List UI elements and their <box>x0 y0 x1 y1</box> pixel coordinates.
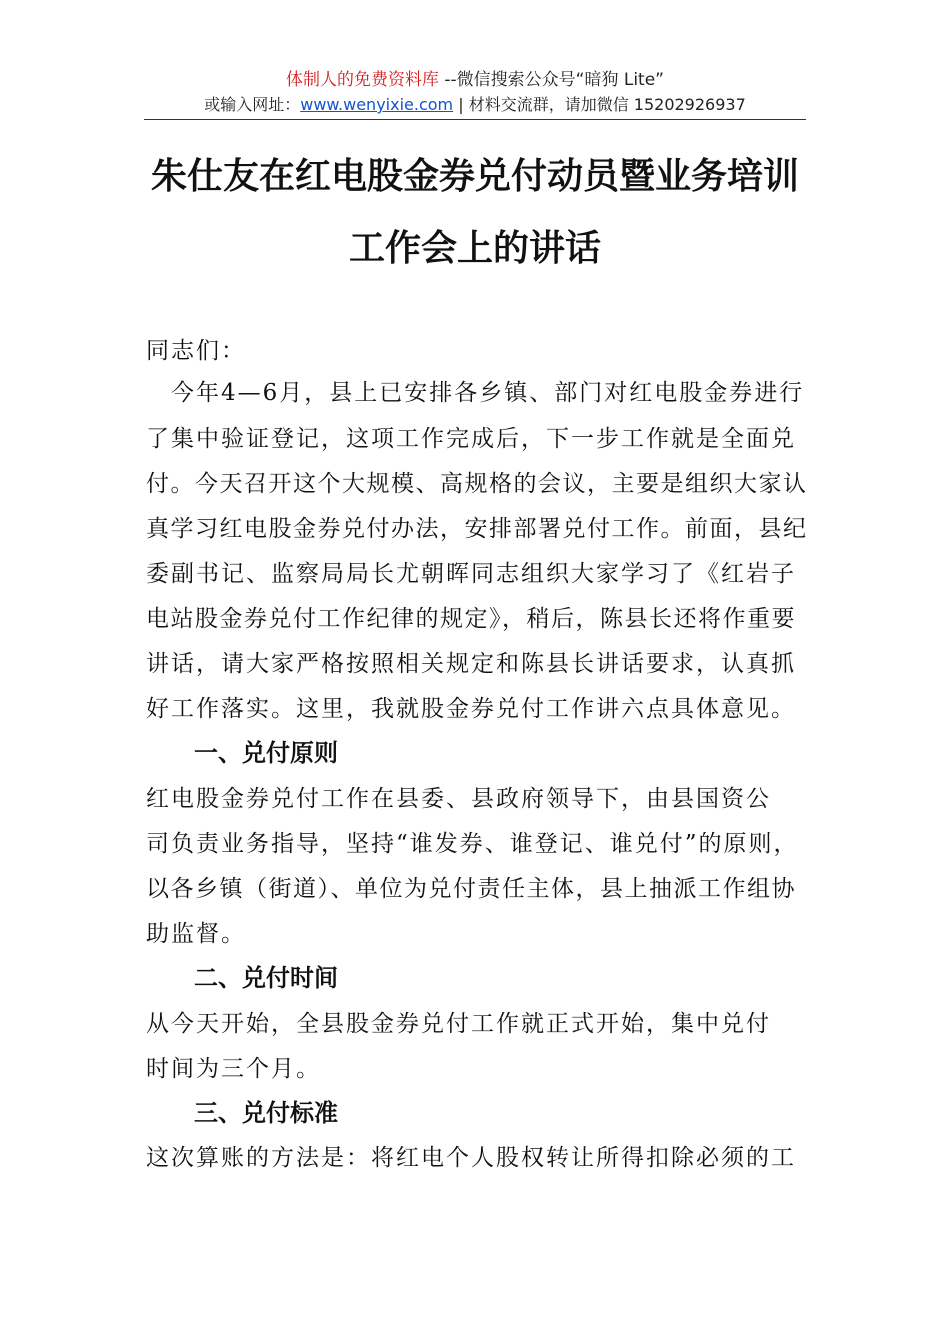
intro-line: 了集中验证登记，这项工作完成后，下一步工作就是全面兑 <box>146 426 796 452</box>
intro-line: 真学习红电股金券兑付办法，安排部署兑付工作。前面，县纪 <box>146 516 808 542</box>
intro-line: 好工作落实。这里，我就股金券兑付工作讲六点具体意见。 <box>146 696 796 722</box>
header-contact: | 材料交流群，请加微信 15202926937 <box>453 95 746 114</box>
header-url-prefix: 或输入网址： <box>204 95 301 114</box>
section-2-line: 从今天开始，全县股金券兑付工作就正式开始，集中兑付 <box>146 1011 771 1037</box>
header-url-link[interactable]: www.wenyixie.com <box>300 95 454 114</box>
header-brand: 体制人的免费资料库 <box>285 70 439 90</box>
section-1-line: 助监督。 <box>146 921 246 947</box>
intro-line: 委副书记、监察局局长尤朝晖同志组织大家学习了《红岩子 <box>146 561 796 587</box>
header-tagline: --微信搜索公众号“暗狗 Lite” <box>438 70 664 90</box>
intro-line: 电站股金券兑付工作纪律的规定》，稍后，陈县长还将作重要 <box>146 606 796 632</box>
section-2-line: 时间为三个月。 <box>146 1056 321 1082</box>
intro-line: 付。今天召开这个大规模、高规格的会议，主要是组织大家认 <box>146 471 808 497</box>
header-line-2 <box>0 94 950 116</box>
document-title-line-1: 朱仕友在红电股金券兑付动员暨业务培训 <box>150 155 799 197</box>
section-3-line: 这次算账的方法是：将红电个人股权转让所得扣除必须的工 <box>146 1145 796 1171</box>
section-1-line: 以各乡镇（街道）、单位为兑付责任主体，县上抽派工作组协 <box>146 876 796 902</box>
section-1-line: 红电股金券兑付工作在县委、县政府领导下，由县国资公 <box>146 786 771 812</box>
section-heading-1: 一、兑付原则 <box>194 739 338 767</box>
intro-line: 讲话，请大家严格按照相关规定和陈县长讲话要求，认真抓 <box>146 651 796 677</box>
salutation: 同志们： <box>146 338 246 364</box>
section-heading-2: 二、兑付时间 <box>194 964 338 992</box>
header-line-1 <box>0 68 950 92</box>
document-title-line-2: 工作会上的讲话 <box>348 227 601 269</box>
header-divider <box>144 119 806 120</box>
section-heading-3: 三、兑付标准 <box>194 1099 338 1127</box>
intro-line: 今年4—6月，县上已安排各乡镇、部门对红电股金券进行 <box>146 380 805 406</box>
section-1-line: 司负责业务指导，坚持“谁发券、谁登记、谁兑付”的原则， <box>146 831 799 857</box>
